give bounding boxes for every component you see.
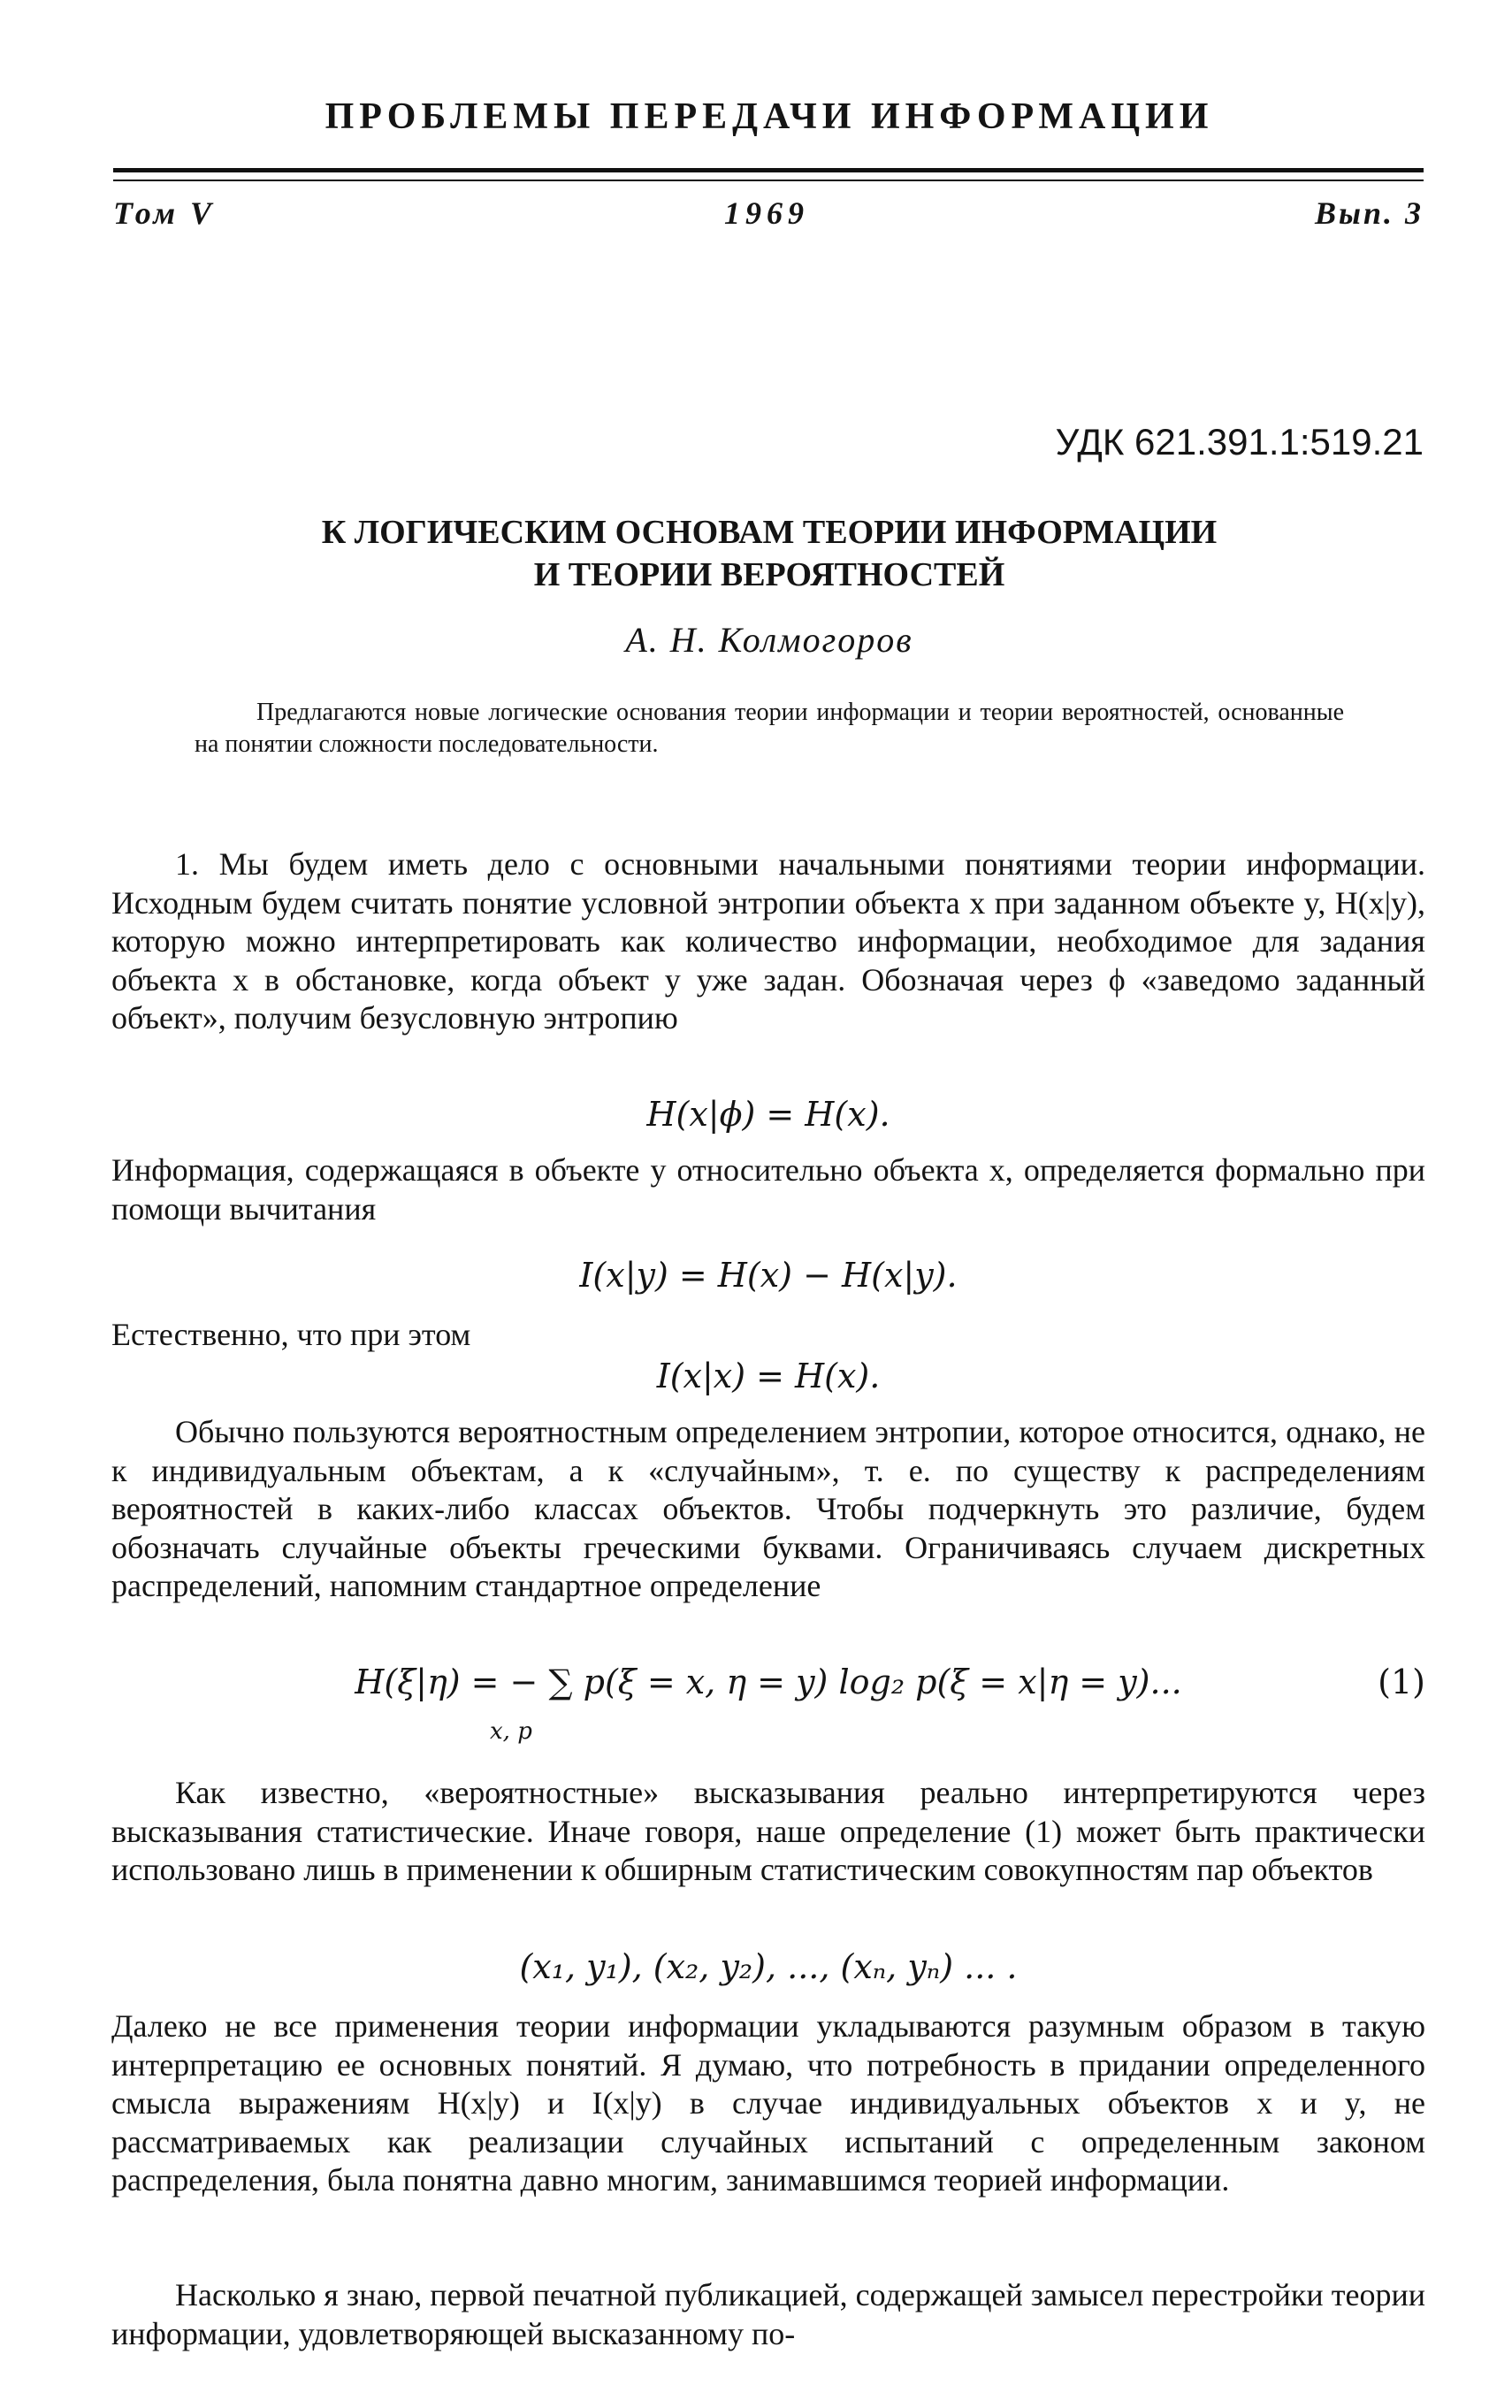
article-title-line-1: К ЛОГИЧЕСКИМ ОСНОВАМ ТЕОРИИ ИНФОРМАЦИИ	[321, 514, 1218, 551]
equation-1-number: (1)	[1378, 1663, 1425, 1701]
year-label: 1969	[724, 195, 809, 231]
paragraph-6: Далеко не все применения теории информации укладываются разумным образом в такую интерпретацию ее основных понятий. Я думаю, что потребность в придании определенного смысла выражениям H(x|y) и I(x|y) в случае индивидуальных объектов x и y, не рассматриваемых как реализации случайных испытаний с определенным законом распределения, была понятна давно многим, занимавшимся теорией информации.	[111, 2008, 1425, 2198]
paragraph-1: 1. Мы будем иметь дело с основными начальными понятиями теории информации. Исходным будем считать понятие условной энтропии объекта x при заданном объекте y, H(x|y), которую можно интерпретировать как количество информации, необходимое для задания объекта x в обстановке, когда объект y уже задан. Обозначая через ϕ «заведомо заданный объект», получим безусловную энтропию	[111, 846, 1425, 1036]
equation-unconditional-entropy: H(x|ϕ) = H(x).	[646, 1095, 890, 1134]
article-title	[115, 511, 1424, 596]
paragraph-5: Как известно, «вероятностные» высказывания реально интерпретируются через высказывания статистические. Иначе говоря, наше определение (1) может быть практически использовано лишь в применении к обширным статистическим совокупностям пар объектов	[111, 1775, 1425, 1887]
header-rule-thick	[113, 168, 1424, 172]
issue-label: Вып. 3	[1314, 195, 1424, 231]
equation-1: H(ξ|η) = − ∑ p(ξ = x, η = y) log₂ p(ξ = x|η = y)...	[355, 1663, 1182, 1701]
equation-1-sum-subscript: x, p	[490, 1718, 532, 1745]
header-rule-thin	[113, 180, 1424, 181]
author-name: А. Н. Колмогоров	[625, 620, 913, 660]
volume-line	[113, 195, 1424, 237]
paragraph-3: Естественно, что при этом	[111, 1317, 471, 1352]
equation-1-block	[111, 1661, 1425, 1758]
equation-pair-sequence: (x₁, y₁), (x₂, y₂), ..., (xₙ, yₙ) ... .	[519, 1947, 1018, 1986]
equation-information: I(x|y) = H(x) − H(x|y).	[579, 1256, 958, 1295]
equation-self-information: I(x|x) = H(x).	[656, 1357, 881, 1395]
abstract: Предлагаются новые логические основания теории информации и теории вероятностей, основанные на понятии сложности последовательности.	[195, 699, 1344, 758]
paragraph-7: Насколько я знаю, первой печатной публикацией, содержащей замысел перестройки теории информации, удовлетворяющей высказанному по-	[111, 2277, 1425, 2351]
journal-title: ПРОБЛЕМЫ ПЕРЕДАЧИ ИНФОРМАЦИИ	[325, 96, 1214, 137]
paragraph-4: Обычно пользуются вероятностным определением энтропии, которое относится, однако, не к индивидуальным объектам, а к «случайным», т. е. по существу к распределениям вероятностей в каких-либо классах объектов. Чтобы подчеркнуть это различие, будем обозначать случайные объекты греческими буквами. Ограничиваясь случаем дискретных распределений, напомним стандартное определение	[111, 1414, 1425, 1603]
paragraph-2: Информация, содержащаяся в объекте y относительно объекта x, определяется формально при помощи вычитания	[111, 1152, 1425, 1227]
article-title-line-2: И ТЕОРИИ ВЕРОЯТНОСТЕЙ	[533, 556, 1005, 593]
udc-code: УДК 621.391.1:519.21	[1055, 421, 1424, 462]
volume-label: Том V	[113, 195, 215, 231]
